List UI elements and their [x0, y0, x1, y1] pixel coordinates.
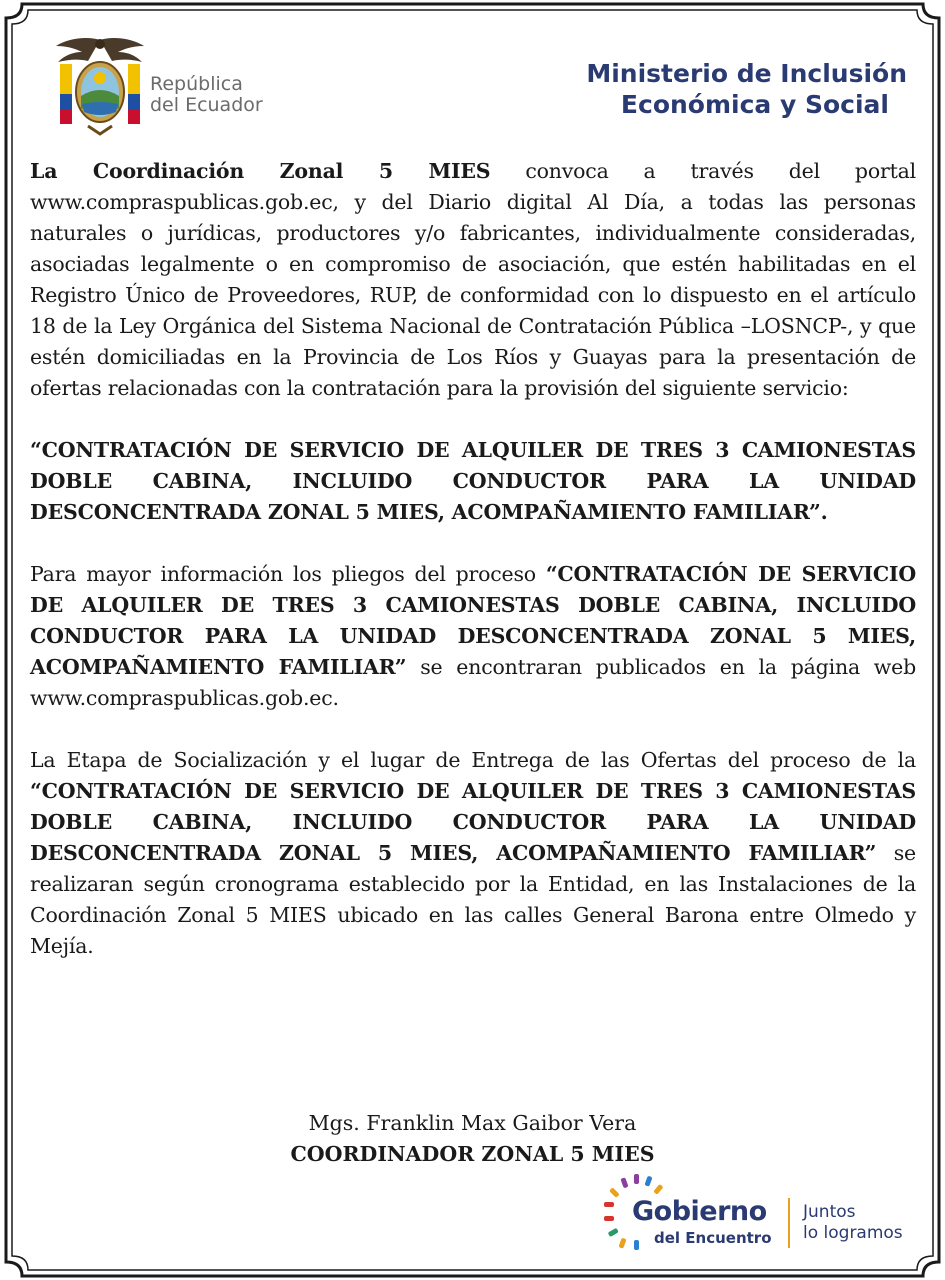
- slogan: [803, 1202, 903, 1244]
- signatory-name: Mgs. Franklin Max Gaibor Vera: [308, 1111, 637, 1135]
- letterhead: [30, 34, 915, 144]
- ministry-name: [586, 58, 907, 120]
- intro-bold-lead: La Coordinación Zonal 5 MIES: [30, 159, 491, 183]
- republic-label: [150, 74, 263, 116]
- socialization-bold: “CONTRATACIÓN DE SERVICIO DE ALQUILER DE TRES 3 CAMIONESTAS DOBLE CABINA, INCLUIDO CONDUCTOR PARA LA UNIDAD DESCONCENTRADA ZONAL 5 MIES, ACOMPAÑAMIENTO FAMILIAR”: [30, 779, 916, 865]
- socialization-text-after: se realizaran según cronograma establecido por la Entidad, en las Instalaciones de la Coordinación Zonal 5 MIES ubicado en las calles General Barona entre Olmedo y Mejía.: [30, 841, 916, 958]
- info-bold: “CONTRATACIÓN DE SERVICIO DE ALQUILER DE TRES 3 CAMIONESTAS DOBLE CABINA, INCLUIDO CONDUCTOR PARA LA UNIDAD DESCONCENTRADA ZONAL 5 MIES, ACOMPAÑAMIENTO FAMILIAR”: [30, 562, 916, 679]
- signature-block: [0, 1108, 945, 1170]
- ministry-line-1: Ministerio de Inclusión: [586, 59, 907, 88]
- intro-paragraph: [30, 156, 916, 404]
- info-paragraph: [30, 559, 916, 714]
- government-logo: [598, 1172, 928, 1256]
- slogan-line-2: lo logramos: [803, 1223, 903, 1243]
- socialization-paragraph: [30, 745, 916, 962]
- republic-line-2: del Ecuador: [150, 94, 263, 116]
- ministry-line-2: Económica y Social: [620, 90, 889, 119]
- coat-of-arms-icon: [52, 34, 148, 138]
- signatory-title: COORDINADOR ZONAL 5 MIES: [290, 1142, 655, 1166]
- logo-word: Gobierno: [632, 1196, 767, 1227]
- slogan-line-1: Juntos: [803, 1202, 856, 1222]
- service-title-text: “CONTRATACIÓN DE SERVICIO DE ALQUILER DE TRES 3 CAMIONESTAS DOBLE CABINA, INCLUIDO CONDUCTOR PARA LA UNIDAD DESCONCENTRADA ZONAL 5 MIES, ACOMPAÑAMIENTO FAMILIAR”.: [30, 438, 916, 524]
- intro-text: convoca a través del portal www.compraspublicas.gob.ec, y del Diario digital Al Día, a todas las personas naturales o jurídicas, productores y/o fabricantes, individualmente consideradas, asociadas legalmente o en compromiso de asociación, que estén habilitadas en el Registro Único de Proveedores, RUP, de conformidad con lo dispuesto en el artículo 18 de la Ley Orgánica del Sistema Nacional de Contratación Pública –LOSNCP-, y que estén domiciliadas en la Provincia de Los Ríos y Guayas para la presentación de ofertas relacionadas con la contratación para la provisión del siguiente servicio:: [30, 159, 916, 400]
- logo-separator: [788, 1198, 790, 1248]
- socialization-text-before: La Etapa de Socialización y el lugar de Entrega de las Ofertas del proceso de la: [30, 748, 916, 772]
- logo-subtitle: del Encuentro: [654, 1229, 772, 1247]
- info-text-after: se encontraran publicados en la página web www.compraspublicas.gob.ec.: [30, 655, 917, 710]
- announcement-body: [30, 156, 916, 993]
- republic-line-1: República: [150, 73, 243, 95]
- service-title: [30, 435, 916, 528]
- info-text-before: Para mayor información los pliegos del proceso: [30, 562, 546, 586]
